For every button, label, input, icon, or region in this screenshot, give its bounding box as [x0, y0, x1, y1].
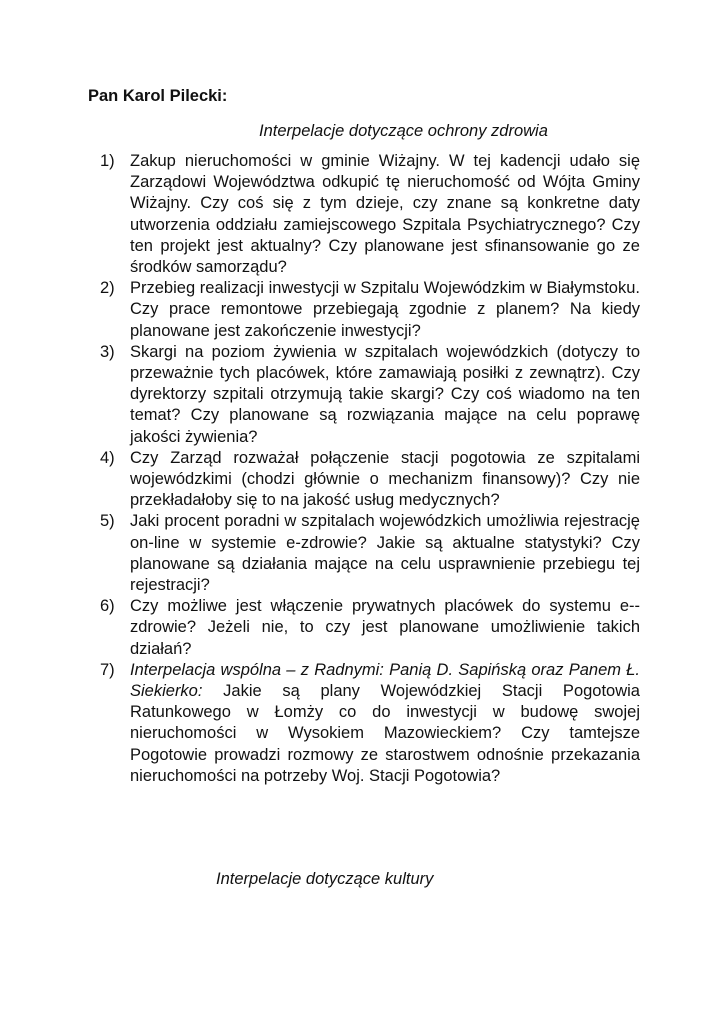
item-number: 3) [100, 342, 115, 361]
item-text: Zakup nieruchomości w gminie Wiżajny. W tej kadencji udało się Zarządowi Województwa odkupić tę nieruchomość od Wójta Gminy Wiżajny. Czy coś się z tym dzieje, czy znane są konkretne daty utworzenia oddziału zamiejscowego Szpitala Psychiatrycznego? Czy ten projekt jest aktualny? Czy planowane jest sfinansowanie go ze środków samorządu? [130, 152, 640, 277]
list-item [100, 342, 640, 448]
list-item [100, 448, 640, 512]
list-item [100, 660, 640, 787]
list-item [100, 596, 640, 660]
item-number: 5) [100, 512, 115, 531]
section-title-health: Interpelacje dotyczące ochrony zdrowia [259, 122, 548, 140]
item-text: Czy możliwe jest włączenie prywatnych placówek do systemu e-zdrowie? Jeżeli nie, to czy jest planowane umożliwienie takich działań? [130, 597, 640, 658]
list-item [100, 278, 640, 342]
item-number: 2) [100, 279, 115, 298]
item-italic-intro: Interpelacja wspólna – z Radnymi: Panią D. Sapińską oraz Panem Ł. Siekierko: [130, 660, 640, 701]
author-heading: Pan Karol Pilecki: [88, 87, 228, 105]
item-number: 6) [100, 597, 115, 616]
list-item [100, 511, 640, 596]
item-number: 1) [100, 152, 115, 170]
section-title-culture: Interpelacje dotyczące kultury [216, 870, 434, 888]
item-text: Przebieg realizacji inwestycji w Szpitalu Wojewódzkim w Białymstoku. Czy prace remontowe przebiegają zgodnie z planem? Na kiedy planowane jest zakończenie inwestycji? [130, 279, 640, 340]
item-text: Skargi na poziom żywienia w szpitalach wojewódzkich (dotyczy to przeważnie tych placówek, które zamawiają posiłki z zewnątrz). Czy dyrektorzy szpitali otrzymują takie skargi? Czy coś wiadomo na ten temat? Czy planowane są rozwiązania mające na celu poprawę jakości żywienia? [130, 342, 640, 446]
item-text: Jakie są plany Wojewódzkiej Stacji Pogotowia Ratunkowego w Łomży co do inwestycji w budowę swojej nieruchomości w Wysokiem Mazowieckiem? Czy tamtejsze Pogotowie prowadzi rozmowy ze starostwem odnośnie przekazania nieruchomości na potrzeby Woj. Stacji Pogotowia? [130, 682, 640, 785]
item-text: Jaki procent poradni w szpitalach wojewódzkich umożliwia rejestrację on-line w systemie e-zdrowie? Jakie są aktualne statystyki? Czy planowane są działania mające na celu usprawnienie przebiegu tej rejestracji? [130, 512, 640, 595]
item-text-group [130, 660, 640, 787]
list-item [100, 151, 640, 278]
interpellation-list [100, 151, 640, 787]
item-number: 7) [100, 660, 115, 679]
item-number: 4) [100, 448, 115, 467]
item-text: Czy Zarząd rozważał połączenie stacji pogotowia ze szpitalami wojewódzkimi (chodzi głównie o mechanizm finansowy)? Czy nie przekładałoby się to na jakość usług medycznych? [130, 448, 640, 510]
